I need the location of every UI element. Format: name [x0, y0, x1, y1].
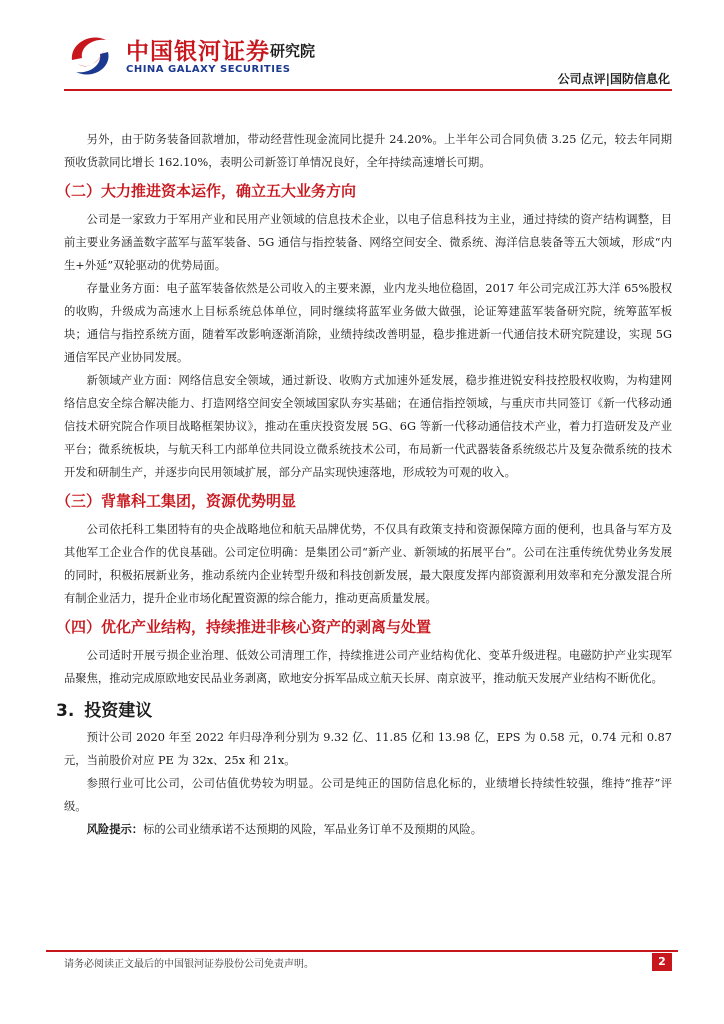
section-title: 投资建议 — [84, 701, 153, 721]
risk-label: 风险提示： — [86, 822, 144, 836]
risk-paragraph — [64, 818, 672, 841]
rating-paragraph: 参照行业可比公司，公司估值优势较为明显。公司是纯正的国防信息化标的，业绩增长持续性较强，维持“推荐”评级。 — [64, 777, 672, 813]
footer-disclaimer: 请务必阅读正文最后的中国银河证券股份公司免责声明。 — [64, 959, 314, 970]
logo-chinese-name: 中国银河证券 — [126, 39, 270, 65]
section-heading-capital-operation: （二）大力推进资本运作，确立五大业务方向 — [56, 182, 357, 200]
logo-research-institute: 研究院 — [270, 42, 316, 60]
galaxy-logo-icon — [64, 30, 116, 82]
paragraph: 存量业务方面：电子蓝军装备依然是公司收入的主要来源，业内龙头地位稳固，2017 年公司完成江苏大洋 65%股权的收购，升级成为高速水上目标系统总体单位，同时继续将蓝军业务做大做强，论证筹建蓝军装备研究院，统筹蓝军板块；通信与指控系统方面，随着军改影响逐渐消除，业绩持续改善明显，稳步推进新一代通信技术研究院建设，实现 5G 通信军民产业协同发展。 — [64, 282, 672, 364]
logo-english-name: CHINA GALAXY SECURITIES — [126, 64, 291, 75]
section-heading-industry-structure: （四）优化产业结构，持续推进非核心资产的剥离与处置 — [56, 618, 432, 636]
forecast-paragraph: 预计公司 2020 年至 2022 年归母净利分别为 9.32 亿、11.85 亿和 13.98 亿，EPS 为 0.58 元，0.74 元和 0.87 元，当前股价对应 PE 为 32x、25x 和 21x。 — [64, 731, 672, 767]
risk-text: 标的公司业绩承诺不达预期的风险，军品业务订单不及预期的风险。 — [143, 823, 483, 836]
report-body — [56, 128, 672, 841]
paragraph: 公司依托科工集团特有的央企战略地位和航天品牌优势，不仅具有政策支持和资源保障方面的便利，也具备与军方及其他军工企业合作的优良基础。公司定位明确：是集团公司“新产业、新领域的拓展平台”。公司在注重传统优势业务发展的同时，积极拓展新业务，推动系统内企业转型升级和科技创新发展，最大限度发挥内部资源利用效率和充分激发混合所有制企业活力，提升企业市场化配置资源的综合能力，推动更高质量发展。 — [64, 523, 672, 605]
section-number: 3. — [56, 701, 75, 721]
paragraph: 公司适时开展亏损企业治理、低效公司清理工作，持续推进公司产业结构优化、变革升级进程。电磁防护产业实现军品聚焦，推动完成原欧地安民品业务剥离，欧地安分拆军品成立航天长屏、南京波平，推动航天发展产业结构不断优化。 — [64, 649, 672, 685]
intro-paragraph: 另外，由于防务装备回款增加，带动经营性现金流同比提升 24.20%。上半年公司合同负债 3.25 亿元，较去年同期预收货款同比增长 162.10%，表明公司新签订单情况良好，全年持续高速增长可期。 — [64, 133, 672, 169]
company-logo — [64, 30, 334, 82]
report-category: 公司点评|国防信息化 — [557, 72, 670, 86]
page-header — [0, 0, 724, 96]
page-number: 2 — [652, 953, 672, 971]
paragraph: 公司是一家致力于军用产业和民用产业领域的信息技术企业，以电子信息科技为主业，通过持续的资产结构调整，目前主要业务涵盖数字蓝军与蓝军装备、5G 通信与指控装备、网络空间安全、微系统、海洋信息装备等五大领域，形成“内生+外延”双轮驱动的优势局面。 — [64, 213, 672, 272]
paragraph: 新领域产业方面：网络信息安全领域，通过新设、收购方式加速外延发展，稳步推进锐安科技控股权收购，为构建网络信息安全综合解决能力、打造网络空间安全领域国家队夯实基础；在通信指控领域，与重庆市共同签订《新一代移动通信技术研究院合作项目战略框架协议》，推动在重庆投资发展 5G、6G 等新一代移动通信技术产业，着力打造研发及产业平台；微系统板块，与航天科工内部单位共同设立微系统技术公司，布局新一代武器装备系统级芯片及复杂微系统的技术开发和研制生产，并逐步向民用领域扩展，部分产品实现快速落地，形成较为可观的收入。 — [64, 374, 672, 479]
investment-heading — [56, 696, 672, 726]
footer-divider — [46, 950, 678, 952]
section-heading-group-backing: （三）背靠科工集团，资源优势明显 — [56, 492, 297, 510]
header-divider — [64, 89, 672, 91]
